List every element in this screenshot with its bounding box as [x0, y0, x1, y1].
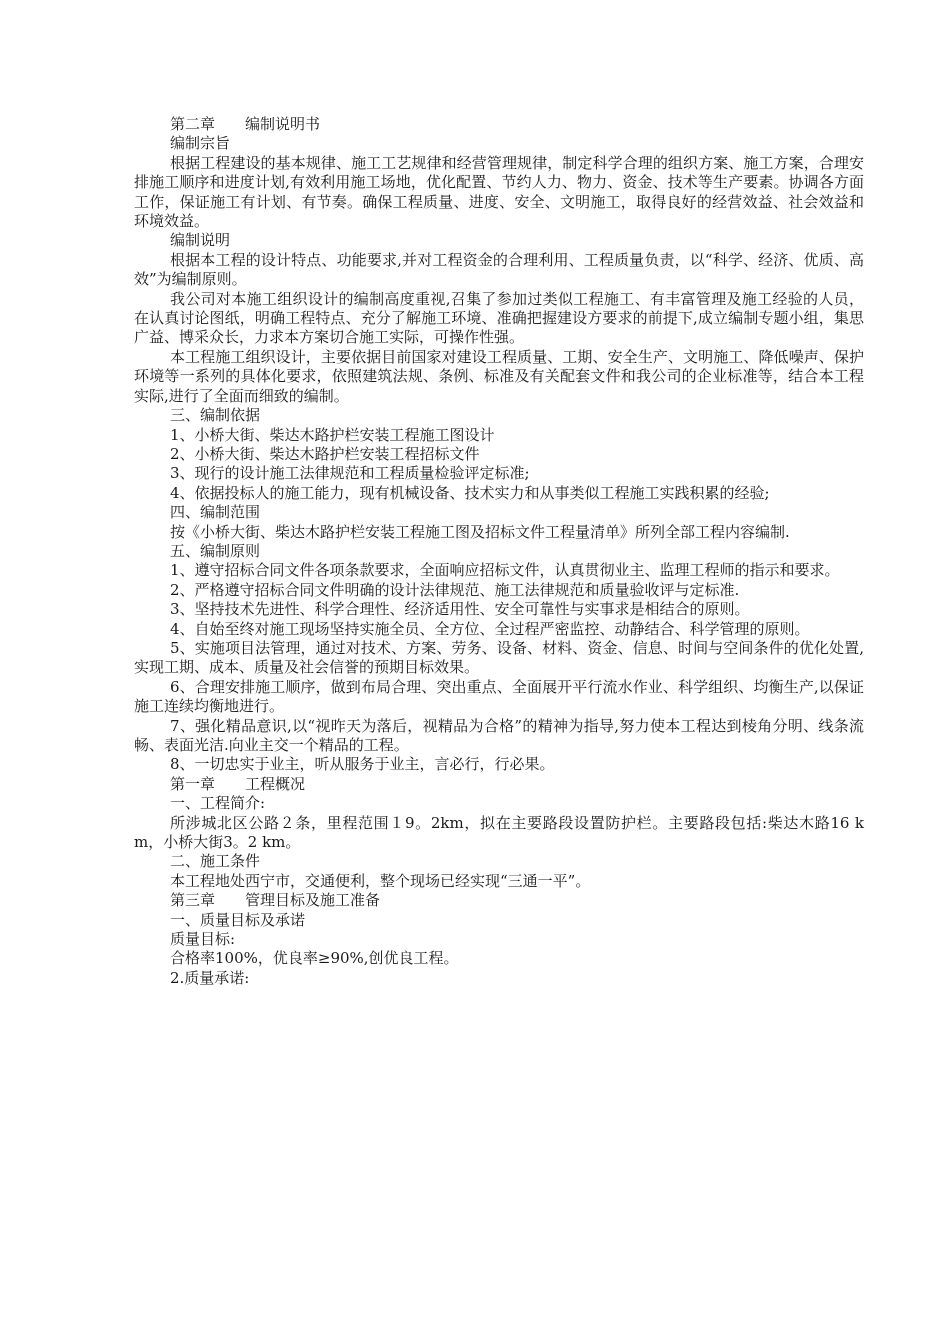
list-item: 4、自始至终对施工现场坚持实施全员、全方位、全过程严密监控、动静结合、科学管理的原则。: [170, 619, 810, 638]
section-heading-description: 编制说明: [170, 231, 231, 250]
list-item: 7、强化精品意识,以“视昨天为落后，视精品为合格”的精神为指导,努力使本工程达到棱角分明、线条流畅、表面光洁.向业主交一个精品的工程。: [134, 716, 864, 754]
chapter-3-heading: 第三章 管理目标及施工准备: [170, 891, 381, 910]
paragraph: 根据本工程的设计特点、功能要求,并对工程资金的合理利用、工程质量负责，以“科学、经济、优质、高效”为编制原则。: [134, 250, 864, 289]
paragraph: 所涉城北区公路２条，里程范围１9。2km，拟在主要路段设置防护栏。主要路段包括:柴达木路16 km，小桥大街3。2 km。: [134, 813, 864, 852]
list-item: 5、实施项目法管理，通过对技术、方案、劳务、设备、材料、资金、信息、时间与空间条件的优化处置,实现工期、成本、质量及社会信誉的预期目标效果。: [134, 638, 864, 677]
document-body: [134, 115, 864, 988]
section-heading-basis: 三、编制依据: [170, 406, 261, 425]
list-item: 8、一切忠实于业主，听从服务于业主，言必行，行必果。: [170, 755, 555, 774]
list-item: 3、现行的设计施工法律规范和工程质量检验评定标准;: [170, 464, 530, 483]
list-item: 3、坚持技术先进性、科学合理性、经济适用性、安全可靠性与实事求是相结合的原则。: [170, 600, 750, 619]
list-item: 4、依据投标人的施工能力，现有机械设备、技术实力和从事类似工程施工实践积累的经验;: [170, 483, 770, 502]
list-item: 2、小桥大街、柴达木路护栏安装工程招标文件: [170, 444, 480, 463]
section-heading-conditions: 二、施工条件: [170, 852, 261, 871]
chapter-2-heading: 第二章 编制说明书: [170, 115, 321, 133]
paragraph: 本工程地处西宁市，交通便利，整个现场已经实现“三通一平”。: [170, 871, 591, 890]
section-heading-principles: 五、编制原则: [170, 541, 261, 560]
paragraph: 合格率100%，优良率≥90%,创优良工程。: [170, 949, 459, 968]
paragraph: 按《小桥大街、柴达木路护栏安装工程施工图及招标文件工程量清单》所列全部工程内容编制.: [170, 522, 790, 541]
list-item: 2、严格遵守招标合同文件明确的设计法律规范、施工法律规范和质量验收评与定标准.: [170, 580, 740, 599]
paragraph: 根据工程建设的基本规律、施工工艺规律和经营管理规律，制定科学合理的组织方案、施工方案，合理安排施工顺序和进度计划,有效利用施工场地，优化配置、节约人力、物力、资金、技术等生产要素。协调各方面工作，保证施工有计划、有节奏。确保工程质量、进度、安全、文明施工，取得良好的经营效益、社会效益和环境效益。: [134, 153, 864, 231]
paragraph: 本工程施工组织设计，主要依据目前国家对建设工程质量、工期、安全生产、文明施工、降低噪声、保护环境等一系列的具体化要求，依照建筑法规、条例、标准及有关配套文件和我公司的企业标准等，结合本工程实际,进行了全面而细致的编制。: [134, 347, 864, 405]
section-heading-purpose: 编制宗旨: [170, 134, 231, 153]
section-heading-quality: 一、质量目标及承诺: [170, 910, 306, 929]
list-item: 1、小桥大街、柴达木路护栏安装工程施工图设计: [170, 425, 495, 444]
subheading-quality-commitment: 2.质量承诺:: [170, 968, 250, 987]
section-heading-overview: 一、工程简介:: [170, 794, 266, 813]
chapter-1-heading: 第一章 工程概况: [170, 774, 306, 793]
list-item: 1、遵守招标合同文件各项条款要求，全面响应招标文件，认真贯彻业主、监理工程师的指示和要求。: [170, 561, 840, 580]
subheading-quality-goal: 质量目标:: [170, 930, 236, 949]
list-item: 6、合理安排施工顺序，做到布局合理、突出重点、全面展开平行流水作业、科学组织、均衡生产,以保证施工连续均衡地进行。: [134, 677, 864, 716]
section-heading-scope: 四、编制范围: [170, 503, 261, 522]
paragraph: 我公司对本施工组织设计的编制高度重视,召集了参加过类似工程施工、有丰富管理及施工经验的人员，在认真讨论图纸，明确工程特点、充分了解施工环境、准确把握建设方要求的前提下,成立编制专题小组，集思广益、博采众长，力求本方案切合施工实际，可操作性强。: [134, 289, 864, 347]
